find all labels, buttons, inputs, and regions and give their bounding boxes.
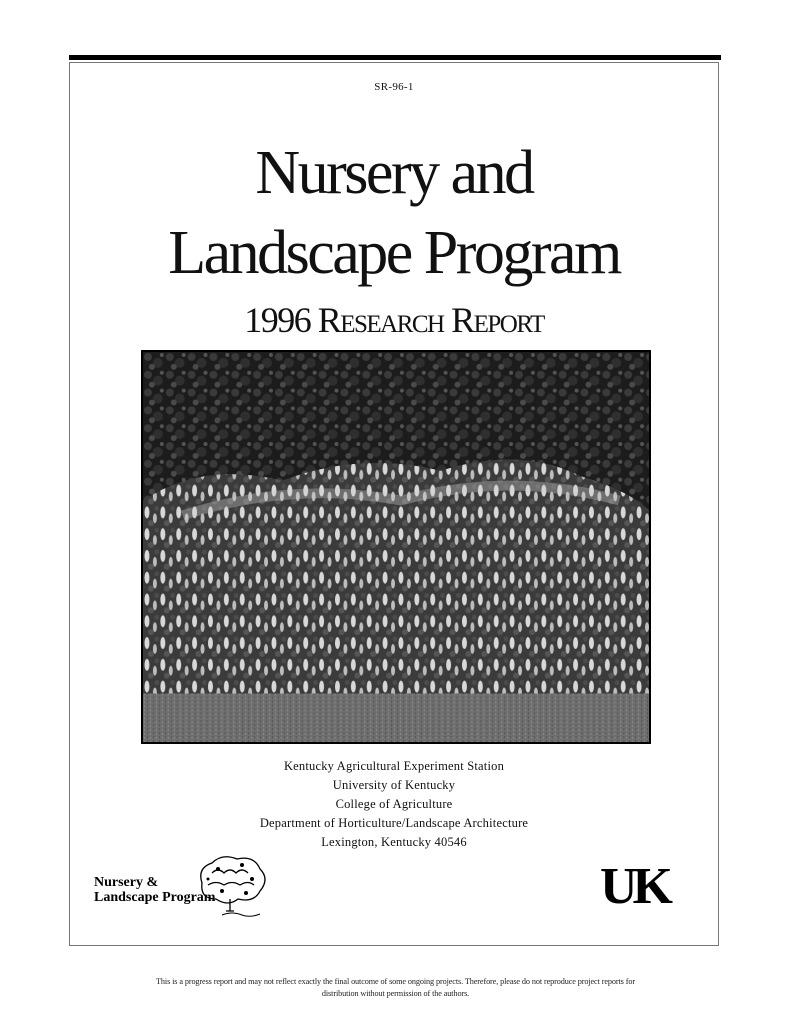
title-line-1: Nursery and — [255, 139, 533, 207]
top-rule — [69, 55, 721, 60]
disclaimer-line-1: This is a progress report and may not reflect exactly the final outcome of some ongoing projects. Therefore, please do not reproduce project reports for — [156, 977, 635, 986]
report-code: SR-96-1 — [374, 81, 414, 93]
program-logo-line-1: Nursery & — [94, 875, 159, 890]
university-logo: UK — [600, 858, 668, 915]
publisher-line: College of Agriculture — [335, 797, 453, 811]
disclaimer-line-2: distribution without permission of the authors. — [321, 989, 470, 998]
report-title — [70, 133, 718, 293]
publisher-line: Lexington, Kentucky 40546 — [321, 835, 467, 849]
program-logo-line-2: Landscape Program — [94, 890, 216, 905]
title-line-2: Landscape Program — [168, 219, 620, 287]
program-logo-text — [94, 875, 215, 905]
cover-frame — [69, 62, 719, 946]
report-subtitle: 1996 Research Report — [244, 300, 544, 340]
disclaimer — [80, 976, 711, 1000]
publisher-line: Department of Horticulture/Landscape Architecture — [259, 816, 529, 830]
publisher-line: Kentucky Agricultural Experiment Station — [283, 759, 505, 773]
program-logo — [92, 853, 270, 923]
publisher-address — [70, 757, 718, 852]
flowering-shrub-photo-icon — [143, 352, 649, 742]
cover-photo — [141, 350, 651, 744]
publisher-line: University of Kentucky — [332, 778, 456, 792]
